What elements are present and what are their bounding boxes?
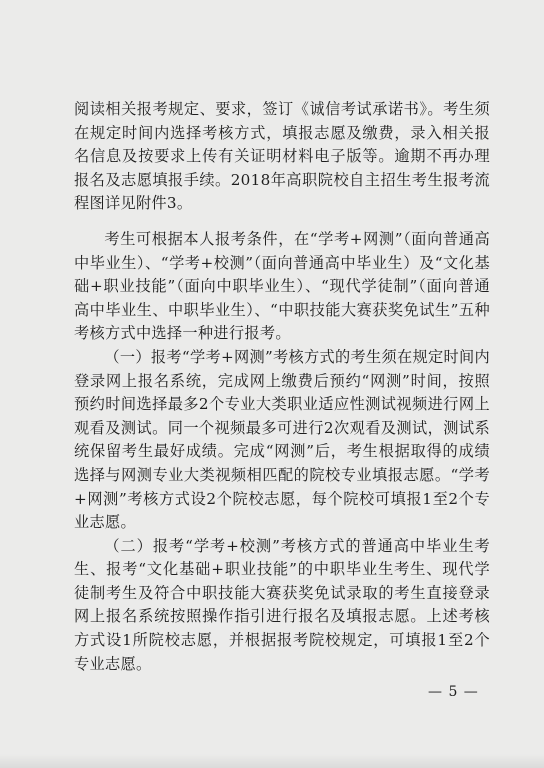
body-text — [74, 98, 490, 676]
paragraph-assessment-options: 考生可根据本人报考条件，在“学考+网测”（面向普通高中毕业生）、“学考+校测”（面向普通高中毕业生）及“文化基础+职业技能”（面向中职毕业生）、“现代学徒制”（面向普通高中毕业生、中职毕业生）、“中职技能大赛获奖免试生”五种考核方式中选择一种进行报考。 — [74, 229, 490, 343]
paragraph-exam-online-test: （一）报考“学考+网测”考核方式的考生须在规定时间内登录网上报名系统，完成网上缴费后预约“网测”时间，按照预约时间选择最多2个专业大类职业适应性测试视频进行网上观看及测试。同一个视频最多可进行2次观看及测试，测试系统保留考生最好成绩。完成“网测”后，考生根据取得的成绩选择与网测专业大类视频相匹配的院校专业填报志愿。“学考+网测”考核方式设2个院校志愿，每个院校可填报1至2个专业志愿。 — [74, 347, 490, 532]
paragraph-exam-school-test: （二）报考“学考+校测”考核方式的普通高中毕业生考生、报考“文化基础+职业技能”的中职毕业生考生、现代学徒制考生及符合中职技能大赛获奖免试录取的考生直接登录网上报名系统按照操作指引进行报名及填报志愿。上述考核方式设1所院校志愿，并根据报考院校规定，可填报1至2个专业志愿。 — [74, 536, 490, 673]
paragraph-registration-steps: 阅读相关报考规定、要求，签订《诚信考试承诺书》。考生须在规定时间内选择考核方式，填报志愿及缴费，录入相关报名信息及按要求上传有关证明材料电子版等。逾期不再办理报名及志愿填报手续。2018年高职院校自主招生考生报考流程图详见附件3。 — [74, 100, 490, 213]
page-number: — 5 — — [428, 684, 479, 700]
page-edge-shadow — [0, 754, 544, 768]
